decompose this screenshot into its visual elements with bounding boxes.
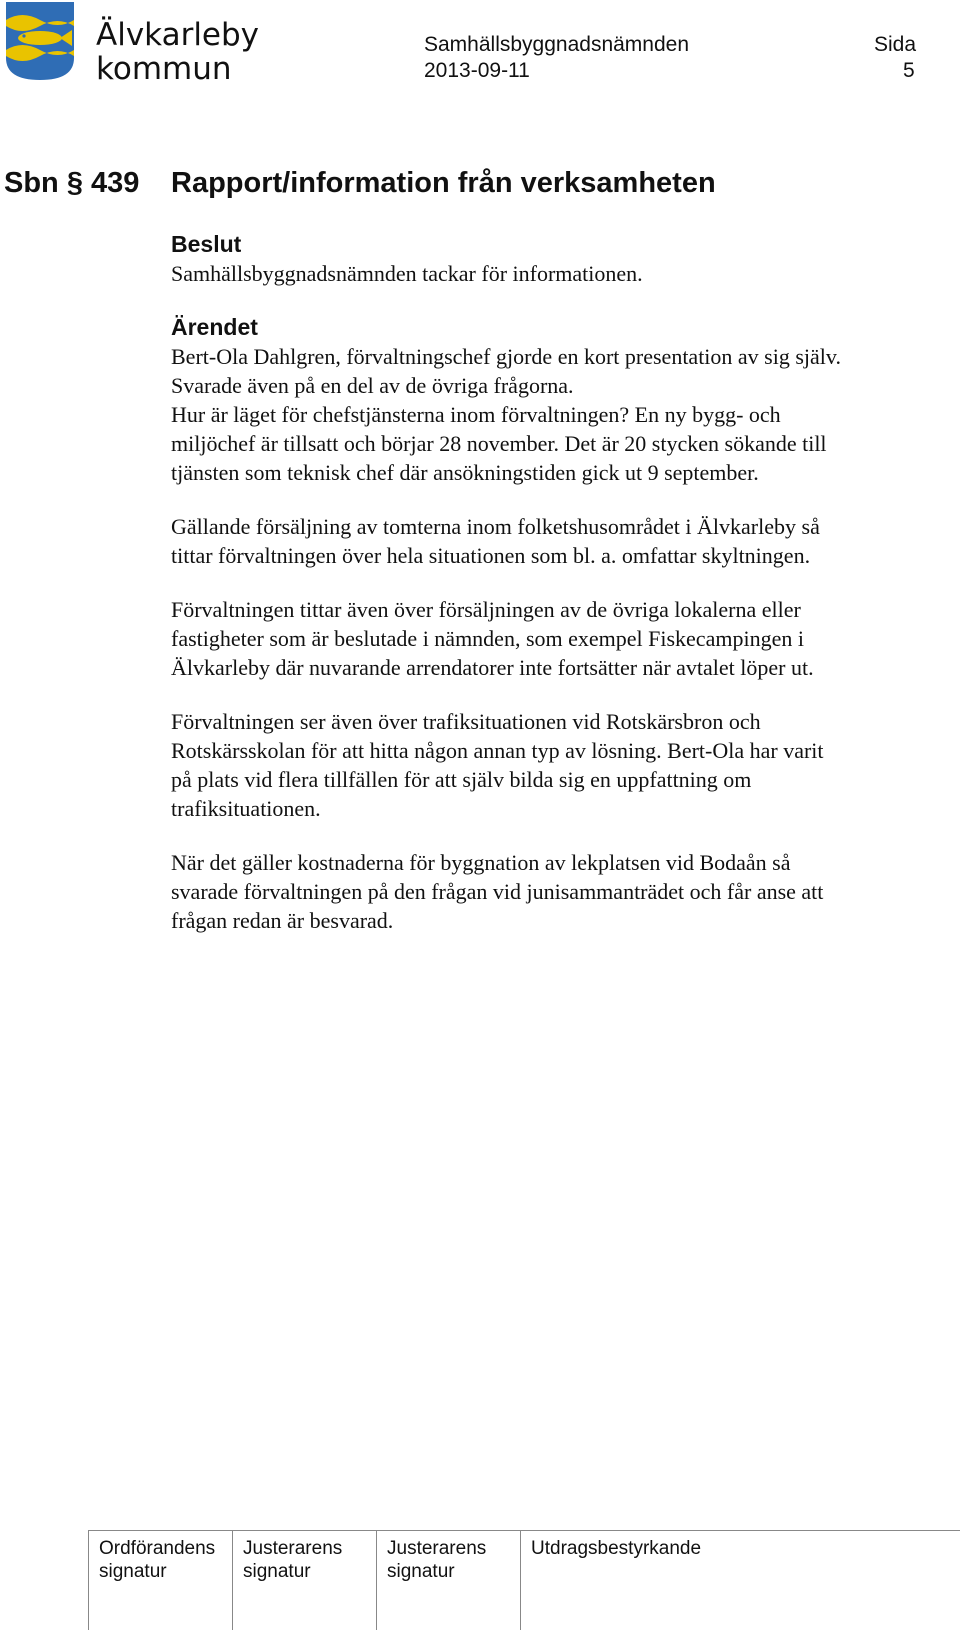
paragraph-line: Älvkarleby där nuvarande arrendatorer inte fortsätter när avtalet löper ut. — [171, 655, 814, 680]
paragraph-line: på plats vid flera tillfällen för att själv bilda sig en uppfattning om — [171, 767, 752, 792]
paragraph-line: När det gäller kostnaderna för byggnation av lekplatsen vid Bodaån så — [171, 850, 791, 875]
signature-label: signatur — [387, 1561, 455, 1582]
item-number: Sbn § 439 — [4, 167, 140, 199]
document-body — [171, 230, 931, 935]
paragraph-premises — [171, 595, 931, 682]
page-number: 5 — [903, 59, 915, 82]
paragraph-line: Gällande försäljning av tomterna inom folketshusområdet i Älvkarleby så — [171, 514, 820, 539]
item-title: Rapport/information från verksamheten — [171, 167, 716, 199]
committee-name: Samhällsbyggnadsnämnden — [424, 33, 690, 56]
paragraph-sales — [171, 512, 931, 570]
signature-label: Justerarens — [387, 1538, 487, 1559]
decision-heading: Beslut — [171, 231, 242, 257]
signature-label: Justerarens — [243, 1538, 343, 1559]
org-name — [96, 18, 259, 86]
paragraph-line: Rotskärsskolan för att hitta någon annan typ av lösning. Bert-Ola har varit — [171, 738, 824, 763]
signature-label: signatur — [243, 1561, 311, 1582]
signature-box-chair — [88, 1531, 232, 1630]
signature-label: Utdragsbestyrkande — [531, 1538, 702, 1559]
page-label: Sida — [874, 33, 917, 56]
signature-label: Ordförandens — [99, 1538, 216, 1559]
paragraph-line: fastigheter som är beslutade i nämnden, som exempel Fiskecampingen i — [171, 626, 804, 651]
matter-line: tjänsten som teknisk chef där ansökningstiden gick ut 9 september. — [171, 460, 759, 485]
matter-heading: Ärendet — [171, 314, 258, 340]
signature-box-adjuster-2 — [376, 1531, 520, 1630]
signature-label: signatur — [99, 1561, 167, 1582]
signature-box-certification — [520, 1531, 960, 1630]
paragraph-line: Förvaltningen tittar även över försäljningen av de övriga lokalerna eller — [171, 597, 801, 622]
paragraph-line: svarade förvaltningen på den frågan vid junisammanträdet och får anse att — [171, 879, 824, 904]
matter-line: miljöchef är tillsatt och börjar 28 november. Det är 20 stycken sökande till — [171, 431, 827, 456]
decision-text: Samhällsbyggnadsnämnden tackar för informationen. — [171, 261, 643, 286]
paragraph-line: frågan redan är besvarad. — [171, 908, 394, 933]
coat-of-arms-fish-icon — [4, 0, 76, 82]
org-name-line1: Älvkarleby — [96, 17, 260, 53]
paragraph-line: trafiksituationen. — [171, 796, 321, 821]
signature-footer — [88, 1530, 960, 1630]
org-name-line2: kommun — [96, 51, 232, 87]
paragraph-traffic — [171, 707, 931, 823]
paragraph-playground — [171, 848, 931, 935]
matter-line: Bert-Ola Dahlgren, förvaltningschef gjorde en kort presentation av sig själv. — [171, 344, 841, 369]
meeting-date: 2013-09-11 — [424, 59, 530, 82]
paragraph-line: Förvaltningen ser även över trafiksituationen vid Rotskärsbron och — [171, 709, 761, 734]
signature-box-adjuster-1 — [232, 1531, 376, 1630]
matter-line: Svarade även på en del av de övriga frågorna. — [171, 373, 574, 398]
matter-line: Hur är läget för chefstjänsterna inom förvaltningen? En ny bygg- och — [171, 402, 781, 427]
paragraph-line: tittar förvaltningen över hela situationen som bl. a. omfattar skyltningen. — [171, 543, 811, 568]
